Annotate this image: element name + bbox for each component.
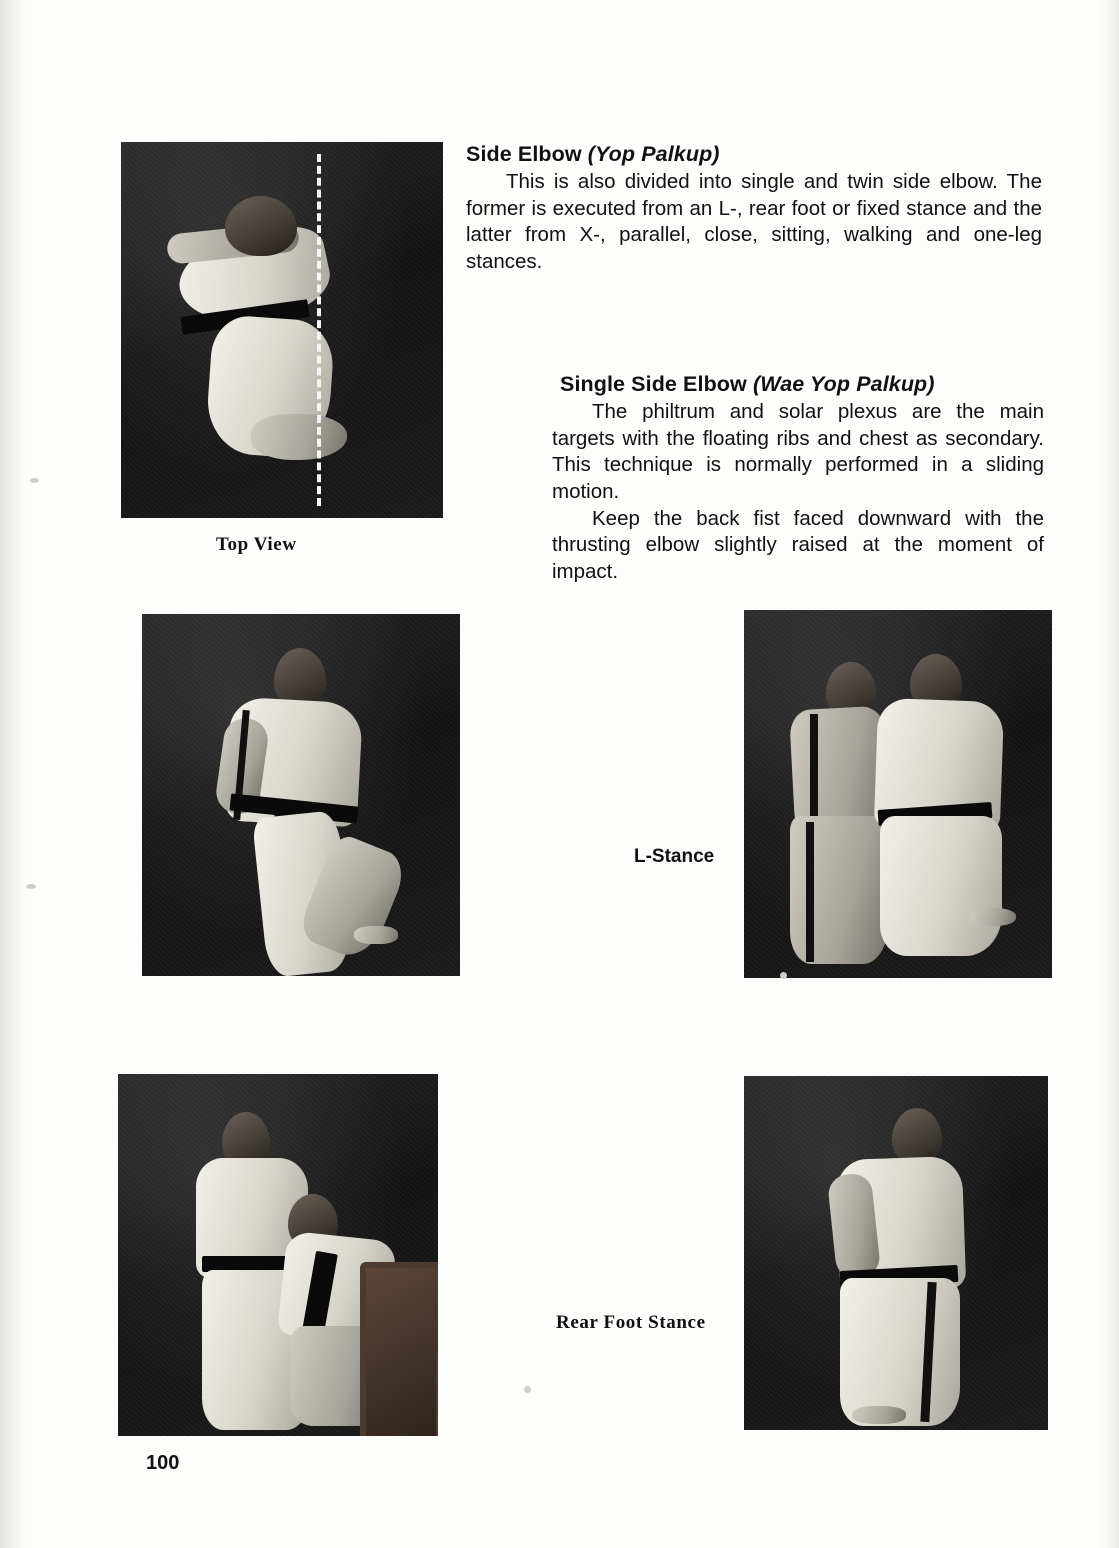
figure-l-stance-pair bbox=[744, 610, 1052, 978]
attacker-trousers bbox=[880, 816, 1002, 956]
paragraph-single-2-text: Keep the back fist faced downward with the thrusting elbow slightly raised at the moment of impact. bbox=[552, 506, 1044, 583]
caption-l-stance: L-Stance bbox=[634, 846, 715, 867]
scan-speck bbox=[780, 972, 787, 979]
partner-trouser-stripe bbox=[806, 822, 814, 962]
head-top bbox=[225, 196, 297, 256]
uniform-foot bbox=[251, 414, 347, 460]
section-single-side-elbow bbox=[552, 372, 1044, 585]
uniform-trousers bbox=[840, 1278, 960, 1426]
attacker-foot bbox=[970, 908, 1016, 926]
center-line bbox=[317, 154, 321, 506]
scan-speck bbox=[30, 478, 39, 483]
paragraph-single-1-text: The philtrum and solar plexus are the main targets with the floating ribs and chest as secondary. This technique is normally performed in a sliding motion. bbox=[552, 400, 1044, 503]
heading-single-side-elbow-main: Single Side Elbow bbox=[560, 372, 747, 396]
heading-single-side-elbow bbox=[560, 372, 1044, 397]
foot bbox=[354, 926, 398, 944]
chair bbox=[360, 1262, 438, 1436]
heading-side-elbow-main: Side Elbow bbox=[466, 142, 582, 166]
page-number: 100 bbox=[146, 1452, 180, 1474]
figure-chair-pair bbox=[118, 1074, 438, 1436]
figure-rear-foot-stance bbox=[744, 1076, 1048, 1430]
paragraph-side-elbow-1 bbox=[466, 169, 1042, 276]
scan-speck bbox=[524, 1386, 531, 1393]
paragraph-side-elbow-1-text: This is also divided into single and twin side elbow. The former is executed from an L-, rear foot or fixed stance and the latter from X-, parallel, close, sitting, walking and one-leg stances. bbox=[466, 170, 1042, 273]
heading-side-elbow-korean: (Yop Palkup) bbox=[587, 142, 720, 166]
figure-top-view bbox=[121, 142, 443, 518]
heading-side-elbow bbox=[466, 142, 1042, 167]
paragraph-single-1 bbox=[552, 399, 1044, 506]
paragraph-single-2 bbox=[552, 506, 1044, 586]
caption-top-view: Top View bbox=[216, 534, 297, 555]
foot bbox=[852, 1406, 906, 1424]
caption-rear-foot-stance: Rear Foot Stance bbox=[556, 1312, 706, 1333]
figure-l-stance-demo bbox=[142, 614, 460, 976]
section-side-elbow bbox=[466, 142, 1042, 276]
partner-trousers bbox=[790, 816, 888, 964]
heading-single-side-elbow-korean: (Wae Yop Palkup) bbox=[752, 372, 935, 396]
scan-speck bbox=[26, 884, 36, 889]
chair-leg bbox=[436, 1354, 438, 1436]
